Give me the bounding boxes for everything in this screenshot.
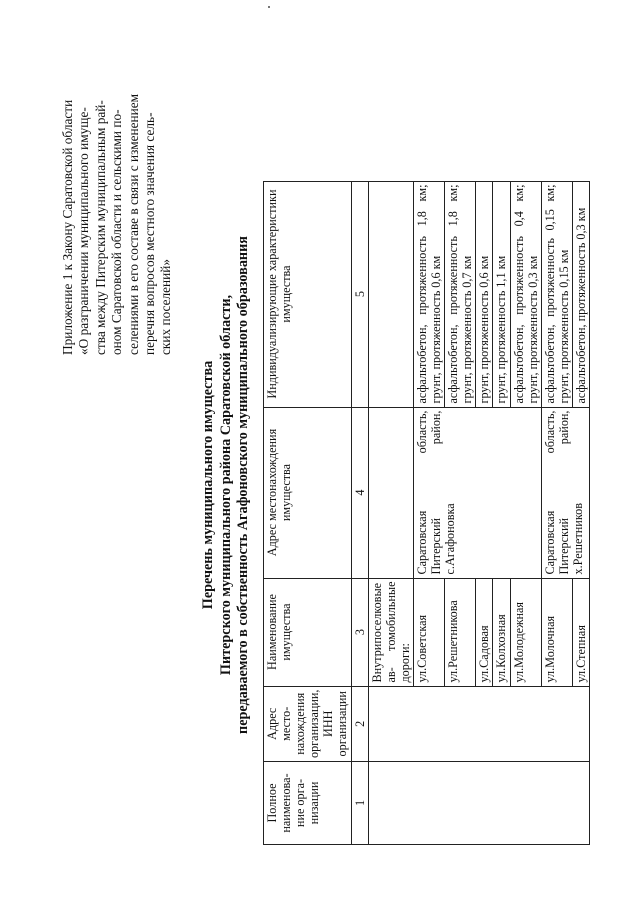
characteristics-cell: асфальтобетон, протяженность 0,3 км [572, 181, 589, 407]
appendix-line: перечня вопросов местного значения сель- [142, 112, 158, 355]
column-number: 3 [351, 578, 368, 686]
scan-speck [268, 6, 270, 8]
column-number: 1 [351, 762, 368, 845]
header-characteristics: Индивидуализирующие характеристики имущества [264, 181, 352, 407]
header-property-name: Наименование имущества [264, 578, 352, 686]
heading-line: Перечень муниципального имущества [200, 360, 216, 610]
column-number: 5 [351, 181, 368, 407]
header-property-address: Адрес местонахождения имущества [264, 407, 352, 578]
table-row [368, 181, 413, 844]
appendix-note [60, 35, 175, 355]
property-name-cell: ул.Колхозная [493, 578, 510, 686]
characteristics-cell: асфальтобетон, протяженность 1,8 км; грунт, протяженность 0,7 км [445, 181, 476, 407]
characteristics-cell: асфальтобетон, протяженность 1,8 км; грунт, протяженность 0,6 км [413, 181, 444, 407]
property-name-cell: ул.Решетникова [445, 578, 476, 686]
property-name-cell: ул.Советская [413, 578, 444, 686]
heading-line: передаваемого в собственность Агафоновского муниципального образования [235, 236, 252, 734]
appendix-line: селениями в его составе в связи с изменением [125, 93, 141, 355]
column-number-row [351, 181, 368, 844]
characteristics-cell: асфальтобетон, протяженность 0,15 км; грунт, протяженность 0,15 км [541, 181, 572, 407]
property-address-cell [368, 407, 413, 578]
header-org-address: Адрес место- нахождения организации, ИНН организации [264, 686, 352, 761]
appendix-line: оном Саратовской области и сельскими по- [109, 109, 125, 355]
appendix-line: ства между Питерским муниципальным рай- [92, 100, 108, 355]
appendix-line: «О разграничении муниципального имуще- [76, 107, 92, 355]
column-number: 4 [351, 407, 368, 578]
property-address-cell: Саратовская область, Питерский район, х.Решетников [541, 407, 589, 578]
property-address-cell: Саратовская область, Питерский район, с.Агафоновка [413, 407, 541, 578]
characteristics-cell: асфальтобетон, протяженность 0,4 км; грунт, протяженность 0,3 км [510, 181, 541, 407]
org-name-cell [368, 762, 589, 845]
org-address-cell [368, 686, 589, 761]
document-heading [200, 225, 253, 745]
column-number: 2 [351, 686, 368, 761]
appendix-line: Приложение 1 к Закону Саратовской области [60, 99, 75, 355]
table-header-row [264, 181, 352, 844]
property-name-cell: ул.Степная [572, 578, 589, 686]
heading-line: Питерского муниципального района Саратовской области, [217, 294, 234, 676]
characteristics-cell: грунт, протяженность 0,6 км [476, 181, 493, 407]
characteristics-cell: грунт, протяженность 1,1 км [493, 181, 510, 407]
group-label-cell: Внутрипоселковые ав- томобильные дороги: [368, 578, 413, 686]
characteristics-cell [368, 181, 413, 407]
property-name-cell: ул.Молодежная [510, 578, 541, 686]
property-table [263, 181, 590, 845]
property-name-cell: ул.Молочная [541, 578, 572, 686]
property-name-cell: ул.Садовая [476, 578, 493, 686]
header-org-name: Полное наименова- ние орга- низации [264, 762, 352, 845]
appendix-line: ских поселений» [158, 258, 174, 355]
